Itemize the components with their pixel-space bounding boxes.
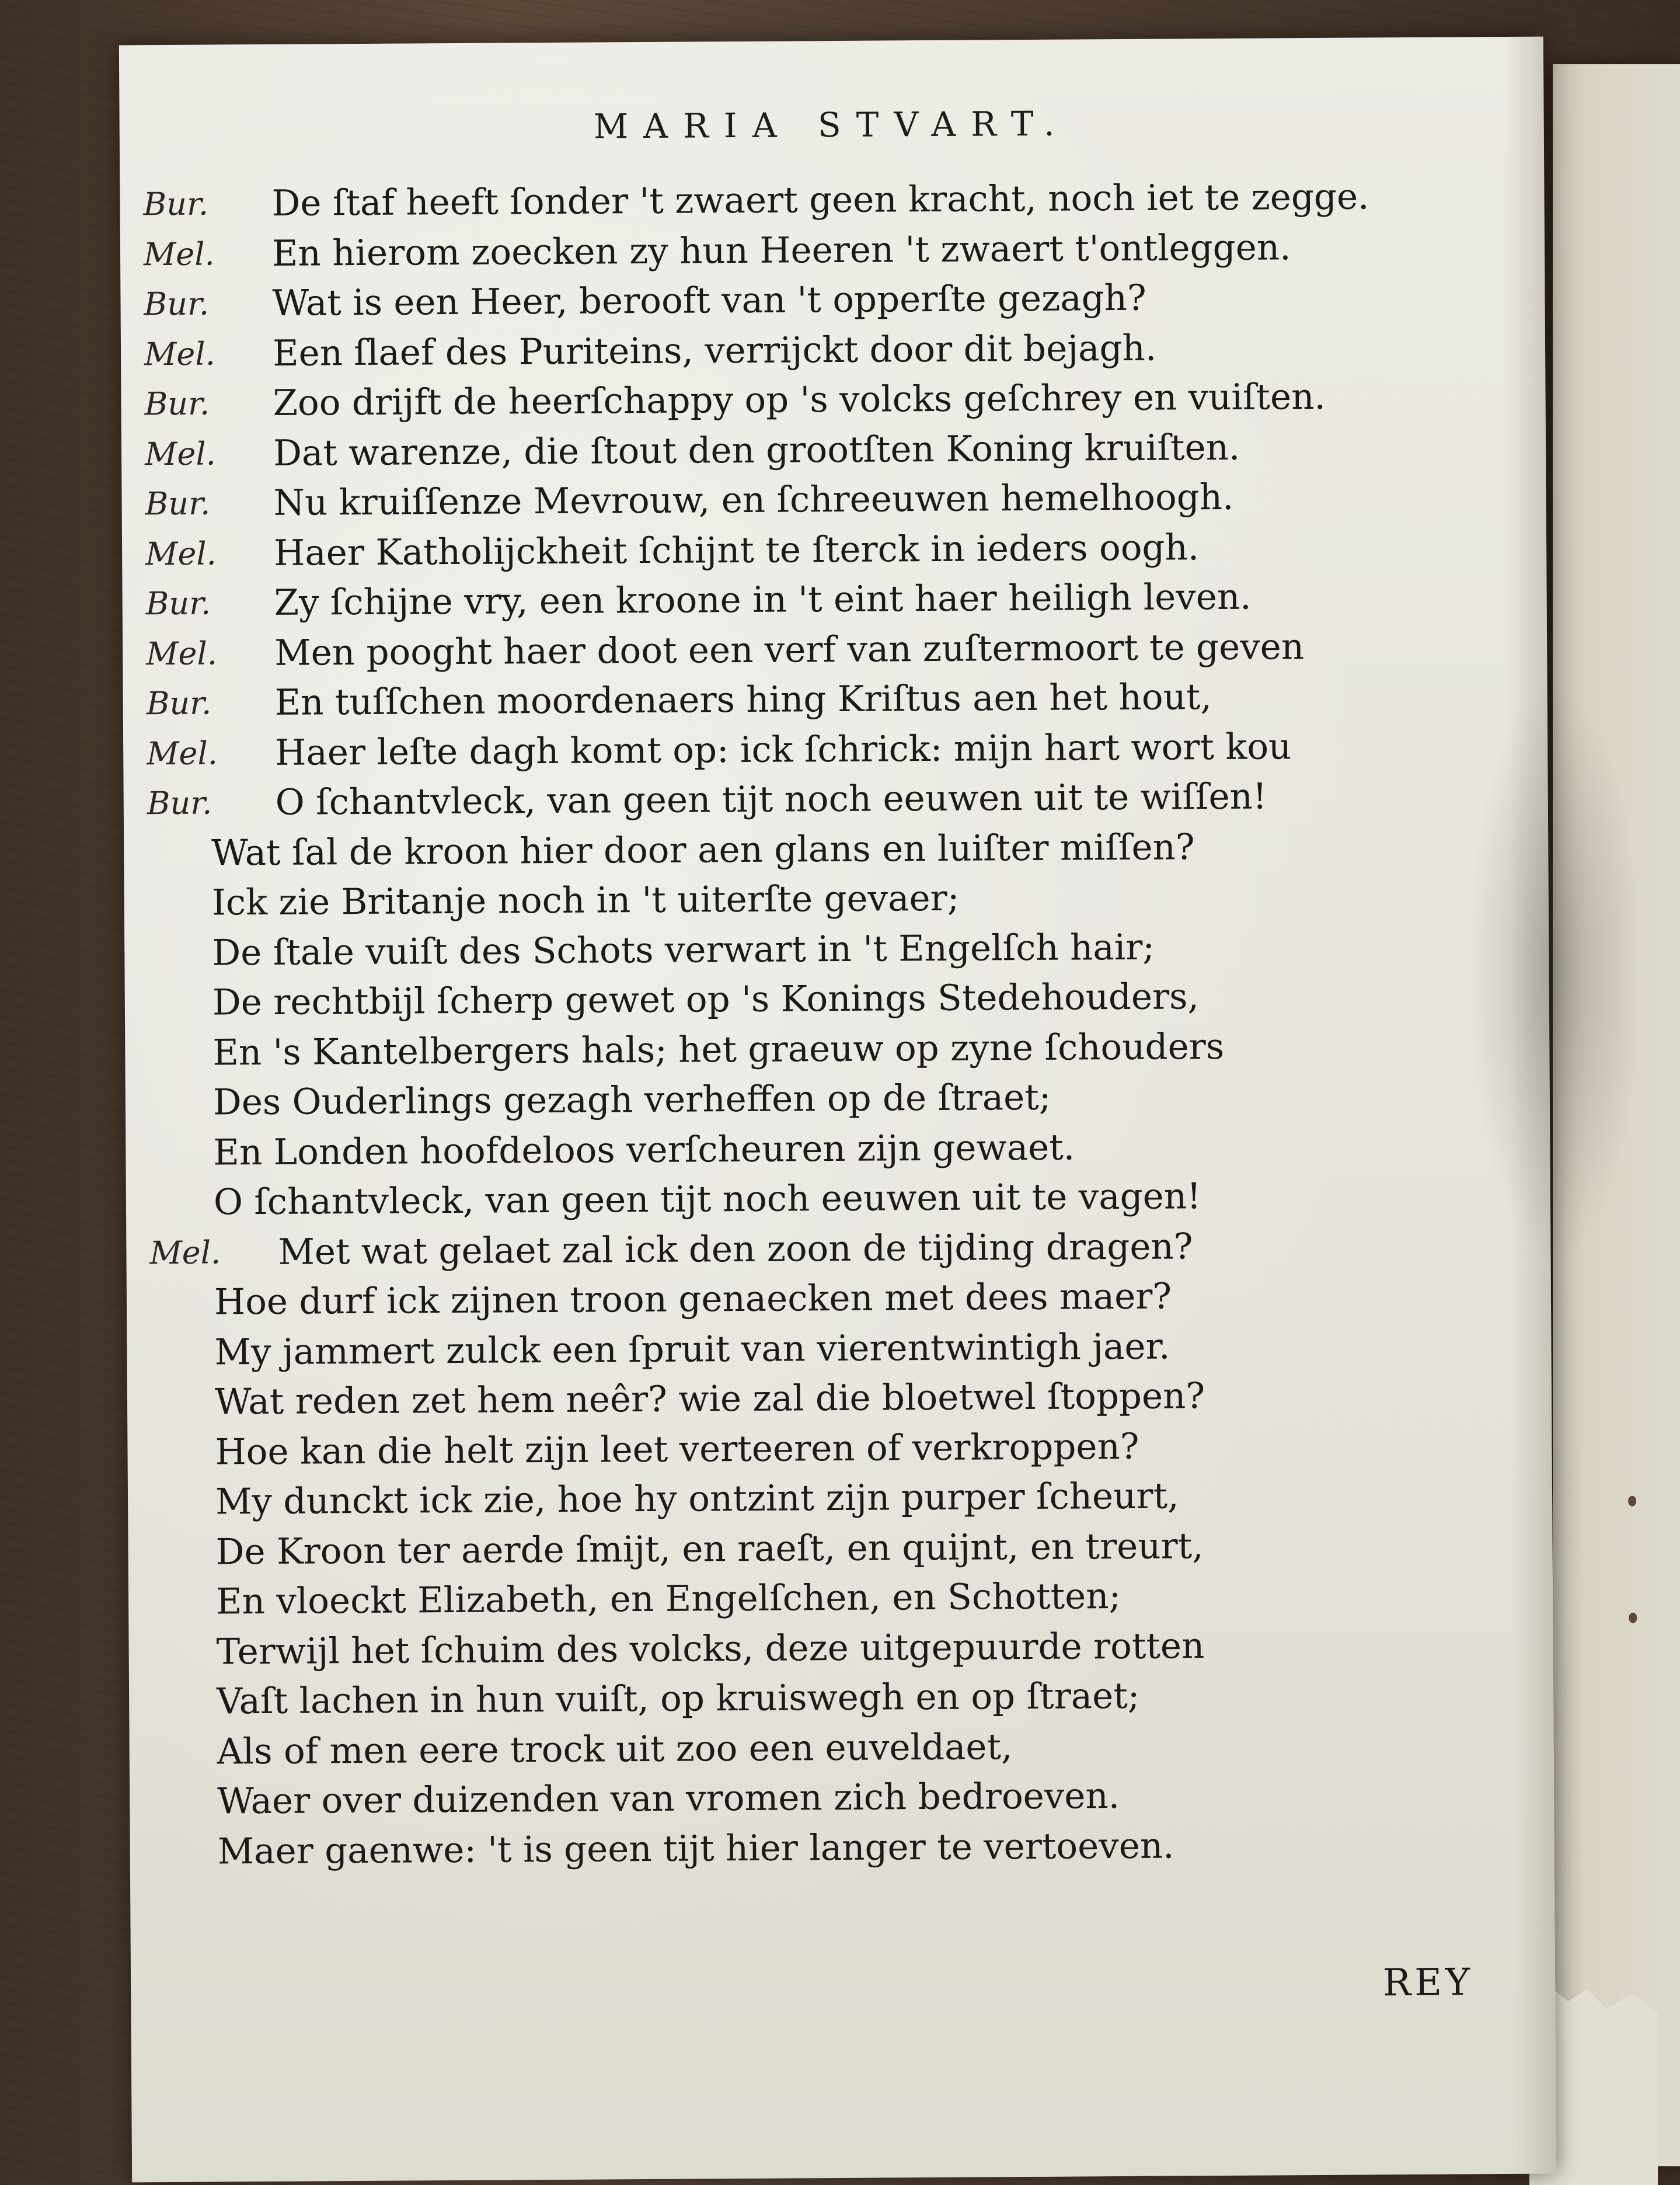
verse-line [145,520,1511,579]
verse-text: Haer Katholijckheit ſchijnt te ſterck in ieders oogh. [273,526,1200,574]
verse-line [144,371,1510,429]
verse-line [147,820,1513,878]
verse-text: En Londen hoofdeloos verſcheuren zijn gewaet. [213,1126,1075,1174]
verse-text: Terwijl het ſchuim des volcks, deze uitgepuurde rotten [216,1624,1205,1673]
verse-text: De ſtale vuiſt des Schots verwart in 't Engelſch hair; [212,926,1155,974]
verse-line [151,1369,1517,1428]
verse-text: Waer over duizenden van vromen zich bedroeven. [217,1775,1120,1822]
verse-line [145,570,1511,629]
verse-text: Hoe kan die helt zijn leet verteeren of verkroppen? [215,1425,1139,1473]
verse-line [149,1219,1515,1278]
verse-line [143,171,1509,229]
speaker-label: Mel. [146,634,218,672]
verse-text: Zoo drijft de heerſchappy op 's volcks geſchrey en vuiſten. [273,375,1326,424]
verse-text: Hoe durf ick zijnen troon genaecken met dees maer? [214,1275,1172,1323]
speaker-label: Bur. [144,285,210,323]
verse-line [152,1718,1518,1777]
speaker-label: Bur. [145,584,211,622]
binding-hole [1628,1496,1636,1506]
verse-text: En hierom zoecken zy hun Heeren 't zwaert t'ontleggen. [271,226,1291,274]
verse-line [147,770,1513,829]
verse-text: Haer leſte dagh komt op: ick ſchrick: mijn hart wort kou [275,725,1292,774]
verse-text: Zy ſchijne vry, een kroone in 't eint haer heiligh leven. [274,576,1252,624]
speaker-label: Mel. [144,434,216,472]
verse-text: Met wat gelaet zal ick den zoon de tijding dragen? [278,1225,1193,1273]
verse-line [144,271,1510,329]
verse-text: Een ſlaef des Puriteins, verrijckt door dit bejagh. [272,327,1157,374]
verse-text: Dat warenze, die ſtout den grootſten Koning kruiſten. [273,426,1240,474]
verse-text: De ſtaf heeft ſonder 't zwaert geen kracht, noch iet te zegge. [271,176,1369,224]
verse-line [149,1119,1515,1178]
speaker-label: Mel. [143,235,215,273]
verse-text: Wat reden zet hem neêr? wie zal die bloetwel ſtoppen? [214,1375,1205,1423]
verse-line [151,1419,1517,1477]
verse-text: Maer gaenwe: 't is geen tijt hier langer te vertoeven. [217,1825,1174,1873]
verse-line [144,221,1510,279]
verse-line [144,321,1510,379]
verse-text: En tuſſchen moordenaers hing Kriſtus aen het hout, [274,676,1212,723]
verse-text: O ſchantvleck, van geen tijt noch eeuwen uit te wiſſen! [275,775,1267,823]
verse-line [146,620,1512,679]
binding-hole [1629,1613,1637,1623]
speaker-label: Bur. [145,485,211,523]
speaker-label: Bur. [144,385,210,423]
verse-line [149,1170,1515,1228]
speaker-label: Mel. [149,1233,221,1271]
verse-line [150,1319,1516,1377]
catchword: REY [1382,1961,1474,2005]
verse-line [149,1070,1515,1128]
verse-text: Des Ouderlings gezagh verheffen op de ſtraet; [212,1076,1051,1123]
verse-line [148,1020,1514,1078]
verse-line [151,1469,1517,1528]
running-head: MARIA STVART. [593,103,1070,147]
verse-text-block [143,171,1519,1877]
verse-text: De rechtbijl ſcherp gewet op 's Konings Stedehouders, [212,976,1200,1024]
verse-text: My dunckt ick zie, hoe hy ontzint zijn purper ſcheurt, [215,1475,1179,1523]
verse-line [153,1769,1519,1827]
speaker-label: Bur. [147,784,212,822]
speaker-label: Bur. [143,185,209,223]
verse-line [148,970,1514,1028]
verse-text: En vloeckt Elizabeth, en Engelſchen, en Schotten; [215,1575,1121,1623]
verse-line [147,720,1512,778]
speaker-label: Mel. [145,534,217,572]
verse-text: Men pooght haer doot een verf van zuſtermoort te geven [274,625,1305,674]
verse-line [146,670,1512,729]
verse-line [152,1569,1518,1627]
verse-text: O ſchantvleck, van geen tijt noch eeuwen uit te vagen! [213,1175,1201,1223]
book-page [119,37,1556,2183]
verse-line [151,1519,1517,1577]
verse-line [148,920,1514,978]
verse-text: Nu kruiſſenze Mevrouw, en ſchreeuwen hemelhoogh. [273,476,1234,524]
speaker-label: Bur. [146,684,212,722]
speaker-label: Mel. [144,335,215,373]
verse-text: Ick zie Britanje noch in 't uiterſte gevaer; [211,877,960,924]
verse-line [145,471,1511,529]
verse-line [148,870,1514,928]
verse-line [145,420,1511,479]
verse-line [150,1269,1516,1328]
verse-text: Wat ſal de kroon hier door aen glans en luiſter miſſen? [211,826,1195,874]
verse-text: Wat is een Heer, berooft van 't opperſte gezagh? [272,277,1146,324]
speaker-label: Mel. [147,734,218,772]
verse-text: Als of men eere trock uit zoo een euveldaet, [217,1725,1013,1773]
verse-text: My jammert zulck een ſpruit van vierentwintigh jaer. [214,1325,1170,1373]
verse-text: De Kroon ter aerde ſmijt, en raeſt, en quijnt, en treurt, [215,1525,1204,1573]
verse-text: En 's Kantelbergers hals; het graeuw op zyne ſchouders [212,1025,1225,1074]
verse-line [152,1669,1518,1727]
verse-line [152,1619,1518,1677]
verse-line [153,1818,1519,1877]
verse-text: Vaſt lachen in hun vuiſt, op kruiswegh en op ſtraet; [216,1675,1140,1723]
